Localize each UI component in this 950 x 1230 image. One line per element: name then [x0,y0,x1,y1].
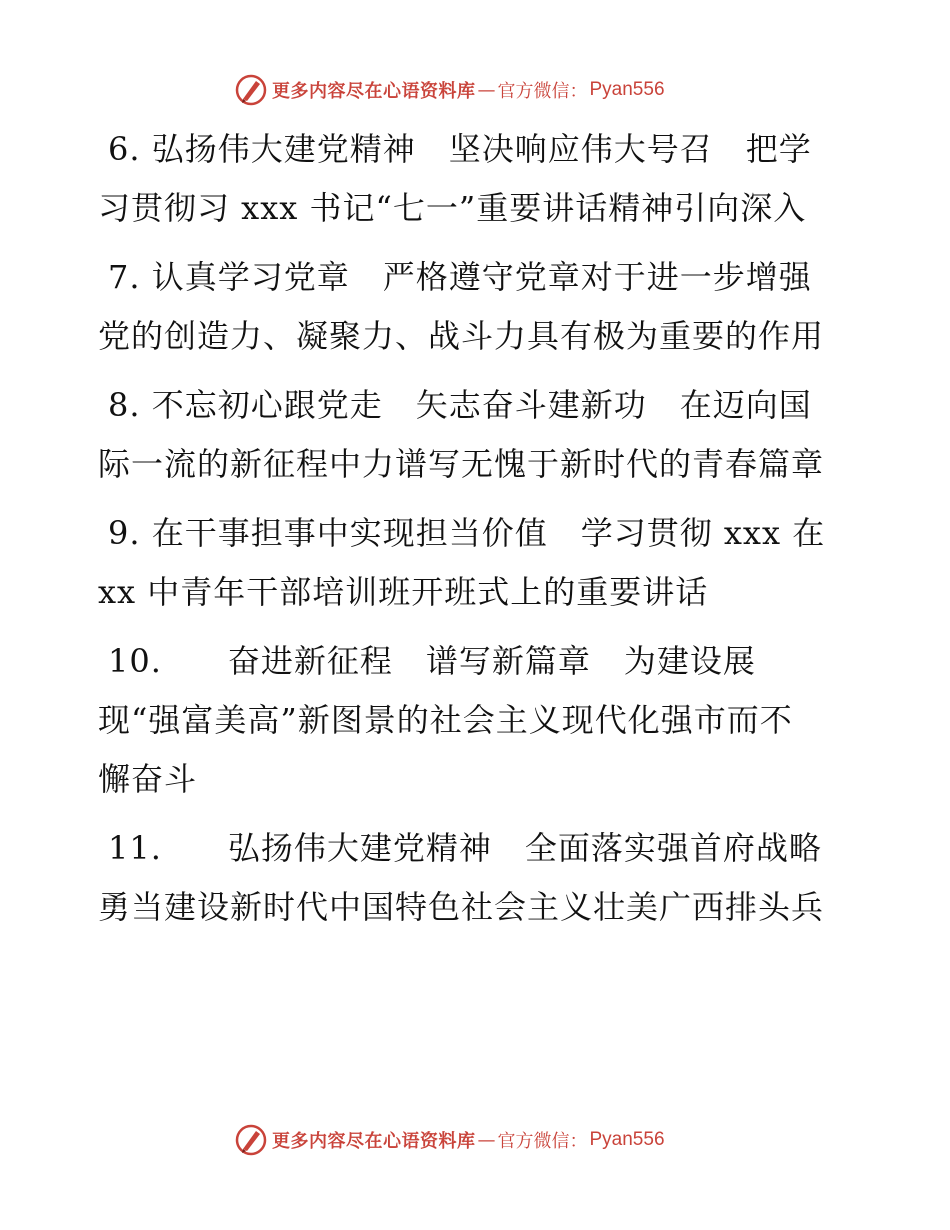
watermark-wechat-id: Pyan556 [589,79,665,100]
item-line: 7. 认真学习党章 严格遵守党章对于进一步增强 [108,258,812,296]
watermark-label: 官方微信： [497,1131,588,1152]
list-item [98,819,858,937]
list-item [98,376,858,494]
item-line: 8. 不忘初心跟党走 矢志奋斗建新功 在迈向国 [108,386,812,424]
watermark-wechat-id: Pyan556 [589,1129,665,1150]
pen-logo-icon [234,1123,268,1157]
item-line: 9. 在干事担事中实现担当价值 学习贯彻 xxx 在 [108,514,826,552]
item-line: 懈奋斗 [98,760,198,798]
list-item [98,632,858,809]
item-line: 习贯彻习 xxx 书记“七一”重要讲话精神引向深入 [98,189,807,227]
item-line: 勇当建设新时代中国特色社会主义壮美广西排头兵 [98,888,825,926]
header-watermark [234,73,665,107]
footer-watermark [234,1123,665,1157]
watermark-text: 更多内容尽在心语资料库 [272,1131,476,1152]
watermark-label: 官方微信： [497,81,588,102]
item-line: 6. 弘扬伟大建党精神 坚决响应伟大号召 把学 [108,130,812,168]
document-body [98,120,858,947]
watermark-separator: — [477,1129,496,1151]
item-line: xx 中青年干部培训班开班式上的重要讲话 [98,573,709,611]
watermark-separator: — [477,79,496,101]
list-item [98,504,858,622]
item-line: 现“强富美高”新图景的社会主义现代化强市而不 [98,701,793,739]
list-item [98,120,858,238]
list-item [98,248,858,366]
pen-logo-icon [234,73,268,107]
item-line: 11. 弘扬伟大建党精神 全面落实强首府战略 [108,829,822,867]
item-line: 际一流的新征程中力谱写无愧于新时代的青春篇章 [98,445,825,483]
item-line: 党的创造力、凝聚力、战斗力具有极为重要的作用 [98,317,825,355]
watermark-text: 更多内容尽在心语资料库 [272,81,476,102]
item-line: 10. 奋进新征程 谱写新篇章 为建设展 [108,642,756,680]
